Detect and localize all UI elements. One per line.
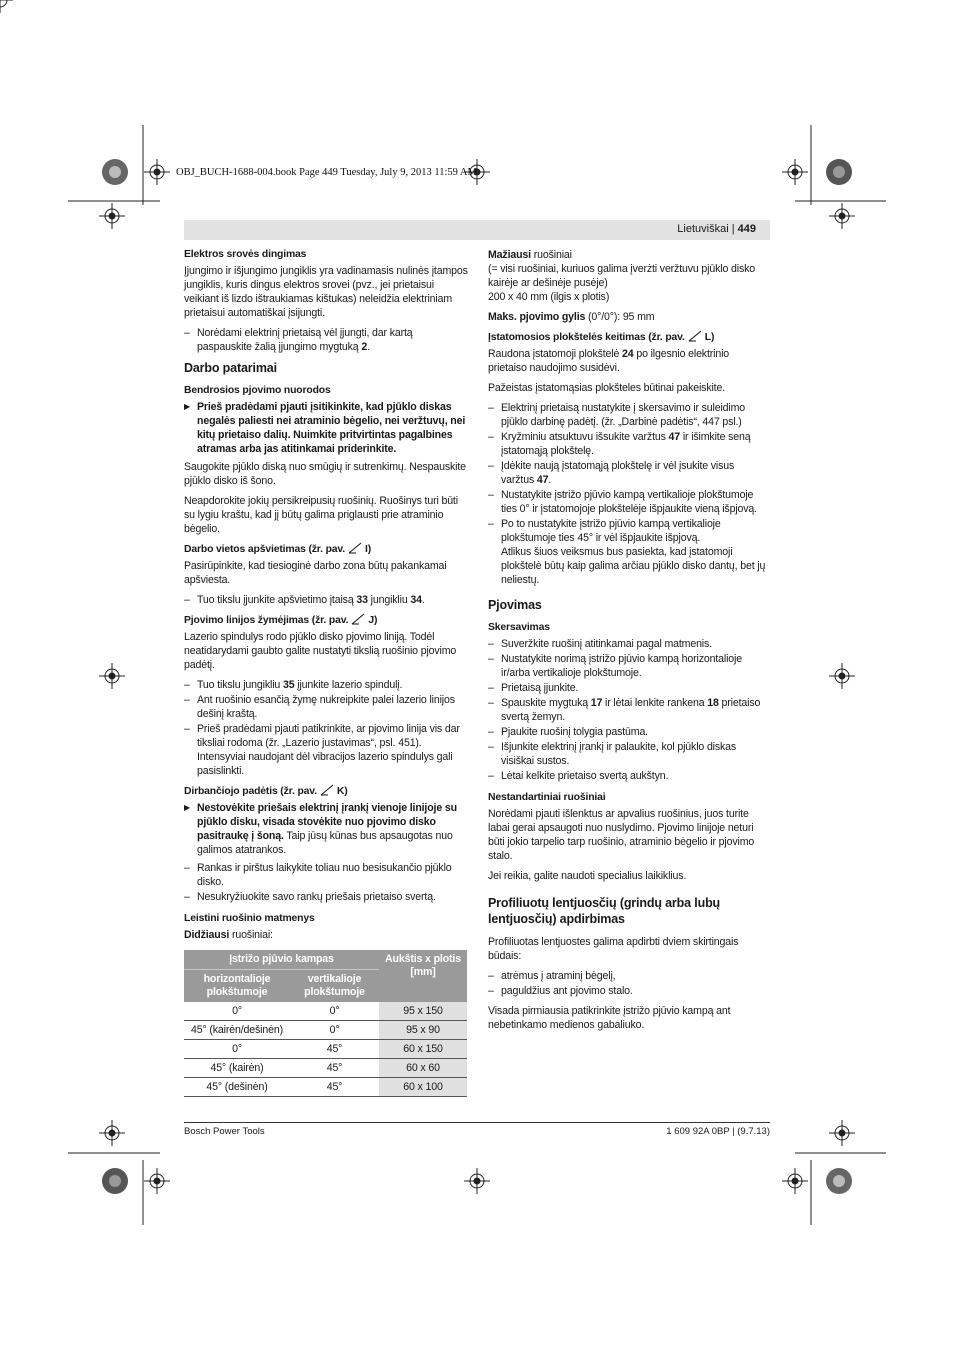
general-warning: ▶ Prieš pradėdami pjauti įsitikinkite, kad pjūklo diskas negalės paliesti nei atraminio bėgelio, nei veržtuvų, nei kitų prietaiso dalių. Nuimkite pritvirtintas pagalbines atramas arba jas atitinkamai priderinkite.: [184, 400, 468, 456]
figure-pen-icon: [688, 330, 702, 342]
list-item: – Kryžminiu atsuktuvu išsukite varžtus 47 ir išimkite seną įstatomąją plokštelę.: [488, 430, 770, 458]
list-item: – Išjunkite elektrinį įrankį ir palaukite, kol pjūklo diskas visiškai sustos.: [488, 740, 770, 768]
table-header-vertical: vertikalioje plokštumoje: [290, 970, 379, 1003]
laser-text: Lazerio spindulys rodo pjūklo disko pjovimo liniją. Todėl neatidarydami gaubto galite nustatyti tikslią ruošinio pjovimo padėtį.: [184, 631, 457, 671]
general-p2: Neapdorokite jokių persikreipusių ruošinių. Ruošinys turi būti su lygiu kraštu, kad jį būtų galima priglausti prie atraminio bėgelio.: [184, 495, 458, 535]
min-workpiece-size: 200 x 40 mm (ilgis x plotis): [488, 291, 610, 303]
list-item: – Elektrinį prietaisą nustatykite į skersavimo ir suleidimo pjūklo darbinę padėtį. (žr. „Darbinė padėtis“, 447 psl.): [488, 401, 770, 429]
general-p1: Saugokite pjūklo diską nuo smūgių ir sutrenkimų. Nespauskite pjūklo disko iš šono.: [184, 461, 466, 487]
list-item: – Nustatykite norimą įstrižo pjūvio kampą horizontalioje ir/arba vertikalioje plokštumoje.: [488, 652, 770, 680]
footer-brand: Bosch Power Tools: [184, 1126, 265, 1137]
table-row: [184, 1078, 467, 1097]
insert-p2: Pažeistas įstatomąsias plokšteles būtinai pakeiskite.: [488, 382, 726, 394]
list-item: – Tuo tikslu jungikliu 35 įjunkite lazerio spindulį.: [184, 678, 468, 692]
list-item: – Suveržkite ruošinį atitinkamai pagal matmenis.: [488, 637, 770, 651]
list-item: – Po to nustatykite įstrižo pjūvio kampą vertikalioje plokštumoje ties 45° ir vėl išpjaukite išpjovą. Atlikus šiuos veiksmus bus pasiekta, kad įstatomoji plokštelė būtų kaip galima arčiau pjūklo disko dantų, bet jų neliestų.: [488, 517, 770, 587]
min-workpiece-line: Mažiausi ruošiniai: [488, 249, 572, 261]
table-cell: 45°: [290, 1059, 379, 1078]
dimensions-table: [184, 950, 467, 1097]
table-row: [184, 1040, 467, 1059]
list-item: – Prietaisą įjunkite.: [488, 681, 770, 695]
table-row: [184, 1002, 467, 1021]
list-item: – Norėdami elektrinį prietaisą vėl įjungti, dar kartą paspauskite žalią įjungimo mygtuką 2.: [184, 326, 468, 354]
table-cell: 60 x 150: [379, 1040, 467, 1059]
table-header-angle: Įstrižo pjūvio kampas: [184, 950, 379, 970]
list-item: – Prieš pradėdami pjauti patikrinkite, ar pjovimo linija vis dar tiksliai rodoma (žr. „Lazerio justavimas“, psl. 451). Intensyviai naudojant dėl vibracijos lazerio spindulys gali pasislinkti.: [184, 722, 468, 778]
list-item: – Pjaukite ruošinį tolygia pastūma.: [488, 725, 770, 739]
lighting-heading: Darbo vietos apšvietimas (žr. pav. I): [184, 544, 372, 555]
cross-steps: [488, 637, 770, 783]
table-cell: 0°: [184, 1040, 290, 1059]
position-heading: Dirbančiojo padėtis (žr. pav. K): [184, 786, 348, 797]
right-column: [488, 248, 770, 1038]
profiled-p2: Visada pirmiausia patikrinkite įstrižo pjūvio kampą ant nebetinkamo medienos gabaliuko.: [488, 1005, 731, 1031]
min-workpiece-note: (= visi ruošiniai, kuriuos galima įverżti veržtuvu pjūklo disko kairėje ar dešinėje pusėje): [488, 263, 755, 289]
table-cell: 60 x 60: [379, 1059, 467, 1078]
list-item: – Lėtai kelkite prietaiso svertą aukštyn.: [488, 769, 770, 783]
table-header-size: Aukštis x plotis [mm]: [379, 950, 467, 1002]
position-warning: ▶ Nestovėkite priešais elektrinį įrankį vienoje linijoje su pjūklo disku, visada stovėkite nuo pjovimo disko pasitraukę į šoną. Taip jūsų kūnas bus apsaugotas nuo galimos atatrankos.: [184, 801, 468, 857]
lighting-text: Pasirūpinkite, kad tiesioginė darbo zona būtų pakankamai apšviesta.: [184, 560, 447, 586]
table-cell: 0°: [290, 1021, 379, 1040]
list-item: – Nesukryžiuokite savo rankų priešais prietaiso svertą.: [184, 890, 468, 904]
nonstandard-heading: Nestandartiniai ruošiniai: [488, 792, 606, 803]
profiled-heading: Profiliuotų lentjuosčių (grindų arba lubų lentjuosčių) apdirbimas: [488, 896, 721, 926]
cross-heading: Skersavimas: [488, 622, 550, 633]
table-cell: 0°: [184, 1002, 290, 1021]
slug-line: OBJ_BUCH-1688-004.book Page 449 Tuesday, July 9, 2013 11:59 AM: [176, 167, 477, 178]
work-tips-heading: Darbo patarimai: [184, 361, 277, 375]
profiled-p1: Profiliuotas lentjuostes galima apdirbti dviem skirtingais būdais:: [488, 936, 739, 962]
max-workpiece-line: Didžiausi ruošiniai:: [184, 929, 273, 941]
max-depth-line: Maks. pjovimo gylis (0°/0°): 95 mm: [488, 311, 655, 323]
table-cell: 95 x 90: [379, 1021, 467, 1040]
figure-pen-icon: [351, 613, 365, 625]
figure-pen-icon: [348, 542, 362, 554]
figure-pen-icon: [320, 784, 334, 796]
table-cell: 45°: [290, 1040, 379, 1059]
footer-docnum: 1 609 92A 0BP | (9.7.13): [666, 1126, 770, 1137]
laser-heading: Pjovimo linijos žymėjimas (žr. pav. J): [184, 615, 378, 626]
position-steps: [184, 861, 468, 904]
list-item: – Rankas ir pirštus laikykite toliau nuo besisukančio pjūklo disko.: [184, 861, 468, 889]
header-language: Lietuviškai: [677, 223, 729, 235]
table-cell: 45°: [290, 1078, 379, 1097]
lighting-steps: [184, 593, 468, 607]
list-item: – Tuo tikslu įjunkite apšvietimo įtaisą 33 jungikliu 34.: [184, 593, 468, 607]
general-heading: Bendrosios pjovimo nuorodos: [184, 385, 331, 396]
power-loss-steps: [184, 326, 468, 354]
list-item: – Ant ruošinio esančią žymę nukreipkite palei lazerio linijos dešinį kraštą.: [184, 693, 468, 721]
table-cell: 0°: [290, 1002, 379, 1021]
list-item: – Nustatykite įstrižo pjūvio kampą vertikalioje plokštumoje ties 0° ir įstatomojoje plokštelėje išpjaukite vieną išpjovą.: [488, 488, 770, 516]
laser-steps: [184, 678, 468, 778]
list-item: – paguldžius ant pjovimo stalo.: [488, 984, 770, 998]
insert-heading: Įstatomosios plokštelės keitimas (žr. pav. L): [488, 332, 715, 343]
insert-steps: [488, 401, 770, 587]
table-cell: 95 x 150: [379, 1002, 467, 1021]
power-loss-heading: Elektros srovės dingimas: [184, 249, 307, 260]
profiled-steps: [488, 969, 770, 998]
page-number: 449: [737, 223, 756, 235]
table-cell: 60 x 100: [379, 1078, 467, 1097]
list-item: – atrėmus į atraminį bėgelį,: [488, 969, 770, 983]
table-cell: 45° (dešinėn): [184, 1078, 290, 1097]
table-row: [184, 1021, 467, 1040]
dimensions-heading: Leistini ruošinio matmenys: [184, 913, 315, 924]
nonstandard-p1: Norėdami pjauti išlenktus ar apvalius ruošinius, juos turite labai gerai apsaugoti nuo nuslydimo. Pjovimo linijoje neturi būti jokio tarpelio tarp ruošinio, atraminio bėgelio ir pjovimo stalo.: [488, 808, 755, 862]
table-cell: 45° (kairėn/dešinėn): [184, 1021, 290, 1040]
list-item: – Įdėkite naują įstatomąją plokštelę ir vėl įsukite visus varžtus 47.: [488, 459, 770, 487]
table-cell: 45° (kairėn): [184, 1059, 290, 1078]
left-column: [184, 248, 468, 1097]
page-footer: [184, 1122, 770, 1137]
page-header: Lietuviškai | 449: [184, 220, 770, 240]
list-item: – Spauskite mygtuką 17 ir lėtai lenkite rankena 18 prietaiso svertą žemyn.: [488, 696, 770, 724]
cutting-heading: Pjovimas: [488, 598, 542, 612]
nonstandard-p2: Jei reikia, galite naudoti specialius laikiklius.: [488, 870, 687, 882]
power-loss-text: Įjungimo ir išjungimo jungiklis yra vadinamasis nulinės įtampos jungiklis, kuris dingus elektros srovei (pvz., jei prietaisui veikiant iš lizdo ištraukiamas kištukas) neleidžia elektriniam prietaisui automatiškai įsijungti.: [184, 265, 468, 319]
table-row: [184, 1059, 467, 1078]
insert-p1: Raudona įstatomoji plokštelė 24 po ilgesnio elektrinio prietaiso naudojimo susidėvi.: [488, 348, 730, 374]
table-header-horizontal: horizontalioje plokštumoje: [184, 970, 290, 1003]
